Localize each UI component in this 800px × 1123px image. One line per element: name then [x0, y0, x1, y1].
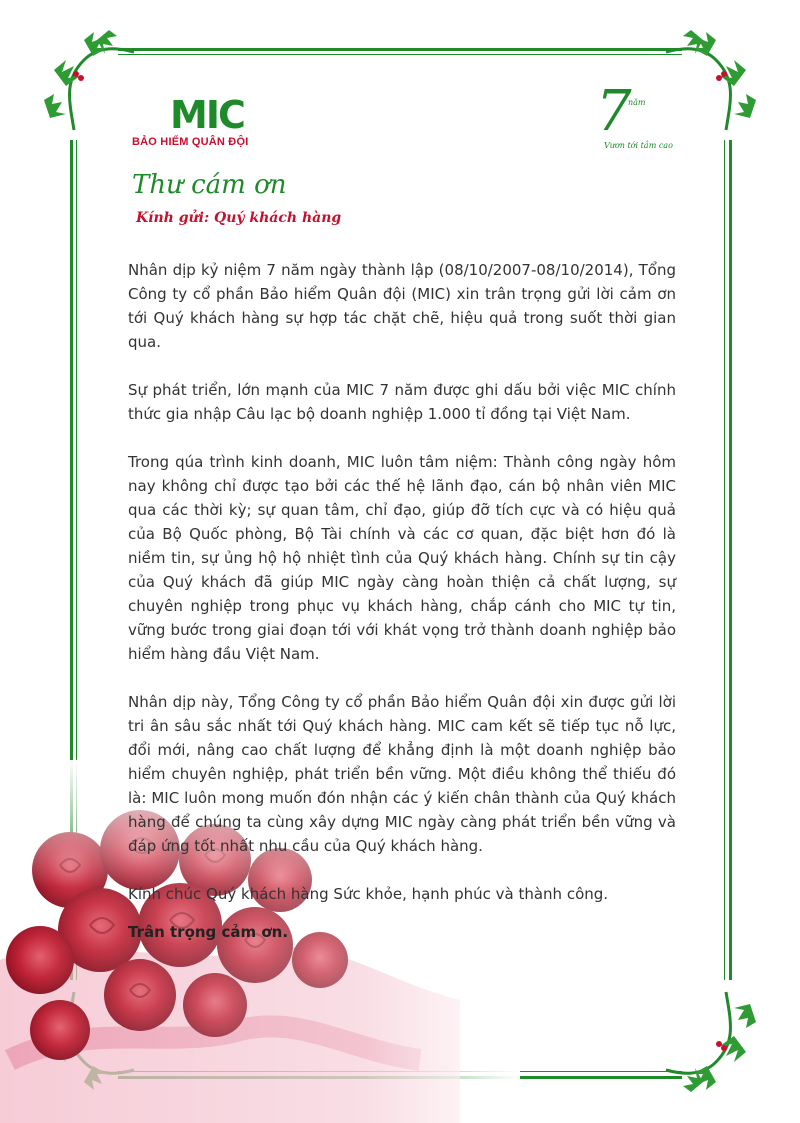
letter-body	[128, 258, 676, 944]
anniversary-unit: năm	[628, 98, 646, 107]
letter-title: Thư cám ơn	[132, 170, 287, 200]
paragraph: Nhân dịp kỷ niệm 7 năm ngày thành lập (08/10/2007-08/10/2014), Tổng Công ty cổ phần Bảo hiểm Quân đội (MIC) xin trân trọng gửi lời cảm ơn tới Quý khách hàng sự hợp tác chặt chẽ, hiệu quả trong suốt thời gian qua.	[128, 261, 676, 351]
frame-right-line	[729, 140, 732, 980]
svg-text:MIC: MIC	[170, 96, 244, 132]
closing-wish: Kính chúc Quý khách hàng Sức khỏe, hạnh phúc và thành công.	[128, 885, 609, 903]
signoff: Trân trọng cảm ơn.	[128, 923, 289, 941]
holly-corner-top-right	[656, 20, 776, 140]
company-name: BẢO HIỂM QUÂN ĐỘI	[132, 136, 249, 148]
anniversary-number: 7	[596, 79, 632, 144]
frame-top-line	[118, 48, 682, 51]
paragraph: Sự phát triển, lớn mạnh của MIC 7 năm được ghi dấu bởi việc MIC chính thức gia nhập Câu lạc bộ doanh nghiệp 1.000 tỉ đồng tại Việt Nam.	[128, 381, 676, 423]
frame-right-line-inner	[724, 140, 725, 980]
frame-top-line-inner	[118, 54, 682, 55]
anniversary-slogan: Vươn tới tầm cao	[604, 141, 673, 150]
paragraph: Nhân dịp này, Tổng Công ty cổ phần Bảo hiểm Quân đội xin được gửi lời tri ân sâu sắc nhất tới Quý khách hàng. MIC cam kết sẽ tiếp tục nỗ lực, đổi mới, nâng cao chất lượng để khẳng định là một doanh nghiệp bảo hiểm chuyên nghiệp, phát triển bền vững. Một điều không thể thiếu đó là: MIC luôn mong muốn đón nhận các ý kiến chân thành của Quý khách hàng để chúng ta cùng xây dựng MIC ngày càng phát triển bền vững và đáp ứng tốt nhất nhu cầu của Quý khách hàng.	[128, 693, 676, 855]
holly-corner-top-left	[24, 20, 144, 140]
mic-logo	[170, 96, 260, 132]
holly-corner-bottom-right	[656, 982, 776, 1102]
paragraph: Trong qúa trình kinh doanh, MIC luôn tâm niệm: Thành công ngày hôm nay không chỉ được tạo bởi các thế hệ lãnh đạo, cán bộ nhân viên MIC qua các thời kỳ; sự quan tâm, chỉ đạo, giúp đỡ tích cực và có hiệu quả của Bộ Quốc phòng, Bộ Tài chính và các cơ quan, đặc biệt hơn đó là niềm tin, sự ủng hộ hộ nhiệt tình của Quý khách hàng. Chính sự tin cậy của Quý khách đã giúp MIC ngày càng hoàn thiện cả chất lượng, sự chuyên nghiệp trong phục vụ khách hàng, chắp cánh cho MIC tự tin, vững bước trong giai đoạn tới với khát vọng trở thành doanh nghiệp bảo hiểm hàng đầu Việt Nam.	[128, 453, 676, 663]
salutation: Kính gửi: Quý khách hàng	[136, 210, 342, 226]
